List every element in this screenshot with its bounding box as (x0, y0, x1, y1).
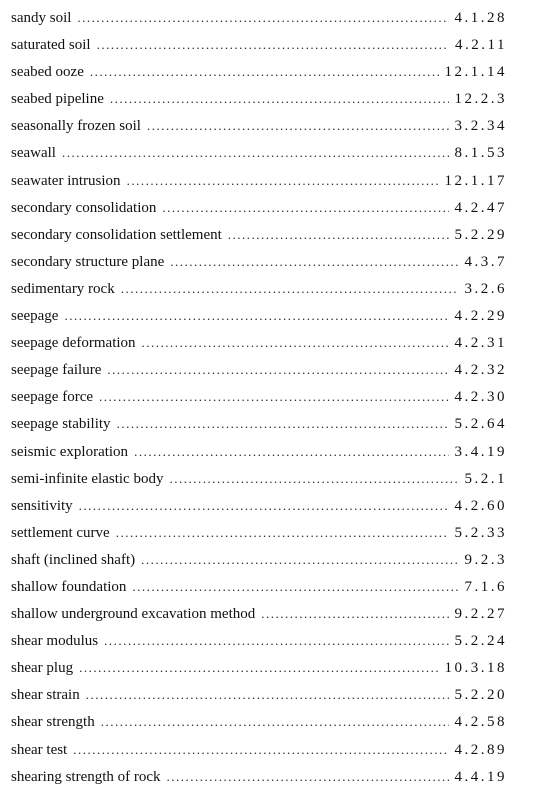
entry-term: secondary consolidation settlement (0, 222, 228, 249)
entry-reference: 9.2.3 (459, 547, 545, 574)
entry-term: seepage failure (0, 357, 107, 384)
index-entry (0, 139, 545, 166)
entry-term: shear strength (0, 709, 101, 736)
dot-leader (79, 654, 438, 681)
dot-leader (104, 627, 448, 654)
index-entry (0, 438, 545, 465)
entry-term: seepage stability (0, 411, 117, 438)
entry-reference: 5.2.29 (449, 222, 545, 249)
dot-leader (107, 356, 448, 383)
entry-term: seepage deformation (0, 330, 142, 357)
index-entry (0, 600, 545, 627)
entry-reference: 5.2.24 (449, 628, 545, 655)
index-entry (0, 519, 545, 546)
entry-reference: 4.2.31 (449, 330, 545, 357)
entry-term: shear strain (0, 682, 86, 709)
entry-reference: 4.2.89 (449, 737, 545, 764)
entry-term: seepage force (0, 384, 99, 411)
index-entry (0, 356, 545, 383)
dot-leader (142, 329, 449, 356)
dot-leader (261, 600, 448, 627)
entry-reference: 4.2.32 (449, 357, 545, 384)
index-entry (0, 167, 545, 194)
entry-reference: 5.2.20 (449, 682, 545, 709)
dot-leader (73, 736, 448, 763)
index-entry (0, 248, 545, 275)
entry-term: shallow foundation (0, 574, 132, 601)
dot-leader (97, 31, 449, 58)
entry-reference: 4.2.30 (449, 384, 545, 411)
entry-reference: 4.2.29 (449, 303, 545, 330)
index-entry (0, 58, 545, 85)
entry-reference: 5.2.1 (459, 466, 545, 493)
entry-term: sedimentary rock (0, 276, 121, 303)
index-list (0, 4, 545, 790)
entry-term: sensitivity (0, 493, 79, 520)
entry-reference: 3.4.19 (449, 439, 545, 466)
entry-term: shear plug (0, 655, 79, 682)
entry-reference: 5.2.33 (449, 520, 545, 547)
entry-term: seabed pipeline (0, 86, 110, 113)
entry-reference: 8.1.53 (449, 140, 545, 167)
index-entry (0, 627, 545, 654)
index-entry (0, 410, 545, 437)
dot-leader (64, 302, 448, 329)
entry-term: seawater intrusion (0, 168, 127, 195)
entry-term: shear test (0, 737, 73, 764)
dot-leader (134, 438, 448, 465)
dot-leader (117, 410, 449, 437)
entry-term: semi-infinite elastic body (0, 466, 169, 493)
index-entry (0, 573, 545, 600)
entry-reference: 4.2.47 (449, 195, 545, 222)
entry-term: shaft (inclined shaft) (0, 547, 141, 574)
index-entry (0, 221, 545, 248)
entry-term: seepage (0, 303, 64, 330)
index-entry (0, 194, 545, 221)
index-entry (0, 708, 545, 735)
index-entry (0, 275, 545, 302)
dot-leader (162, 194, 448, 221)
entry-reference: 4.2.11 (449, 32, 545, 59)
index-entry (0, 329, 545, 356)
entry-reference: 4.4.19 (449, 764, 545, 791)
entry-term: secondary structure plane (0, 249, 170, 276)
index-entry (0, 654, 545, 681)
dot-leader (169, 465, 458, 492)
entry-reference: 7.1.6 (459, 574, 545, 601)
index-entry (0, 736, 545, 763)
entry-reference: 9.2.27 (449, 601, 545, 628)
index-entry (0, 4, 545, 31)
index-entry (0, 465, 545, 492)
entry-reference: 4.2.60 (449, 493, 545, 520)
entry-term: seawall (0, 140, 62, 167)
entry-term: shear modulus (0, 628, 104, 655)
index-entry (0, 112, 545, 139)
index-entry (0, 85, 545, 112)
entry-reference: 12.1.17 (439, 168, 545, 195)
entry-reference: 3.2.34 (449, 113, 545, 140)
dot-leader (79, 492, 449, 519)
index-entry (0, 383, 545, 410)
entry-term: sandy soil (0, 5, 77, 32)
entry-reference: 12.2.3 (449, 86, 545, 113)
dot-leader (170, 248, 458, 275)
entry-term: shearing strength of rock (0, 764, 167, 791)
index-entry (0, 302, 545, 329)
dot-leader (147, 112, 449, 139)
dot-leader (141, 546, 458, 573)
entry-reference: 12.1.14 (439, 59, 545, 86)
entry-reference: 4.1.28 (449, 5, 545, 32)
dot-leader (86, 681, 449, 708)
dot-leader (110, 85, 449, 112)
dot-leader (99, 383, 448, 410)
dot-leader (90, 58, 439, 85)
dot-leader (116, 519, 449, 546)
dot-leader (228, 221, 449, 248)
dot-leader (101, 708, 449, 735)
dot-leader (77, 4, 448, 31)
index-entry (0, 546, 545, 573)
entry-term: secondary consolidation (0, 195, 162, 222)
entry-reference: 3.2.6 (459, 276, 545, 303)
entry-term: seasonally frozen soil (0, 113, 147, 140)
entry-term: seabed ooze (0, 59, 90, 86)
entry-term: shallow underground excavation method (0, 601, 261, 628)
dot-leader (121, 275, 459, 302)
entry-reference: 5.2.64 (449, 411, 545, 438)
dot-leader (132, 573, 458, 600)
index-entry (0, 492, 545, 519)
entry-term: settlement curve (0, 520, 116, 547)
entry-term: saturated soil (0, 32, 97, 59)
index-entry (0, 681, 545, 708)
entry-reference: 4.3.7 (459, 249, 545, 276)
entry-reference: 10.3.18 (439, 655, 545, 682)
index-entry (0, 31, 545, 58)
dot-leader (62, 139, 449, 166)
entry-reference: 4.2.58 (449, 709, 545, 736)
dot-leader (127, 167, 439, 194)
entry-term: seismic exploration (0, 439, 134, 466)
